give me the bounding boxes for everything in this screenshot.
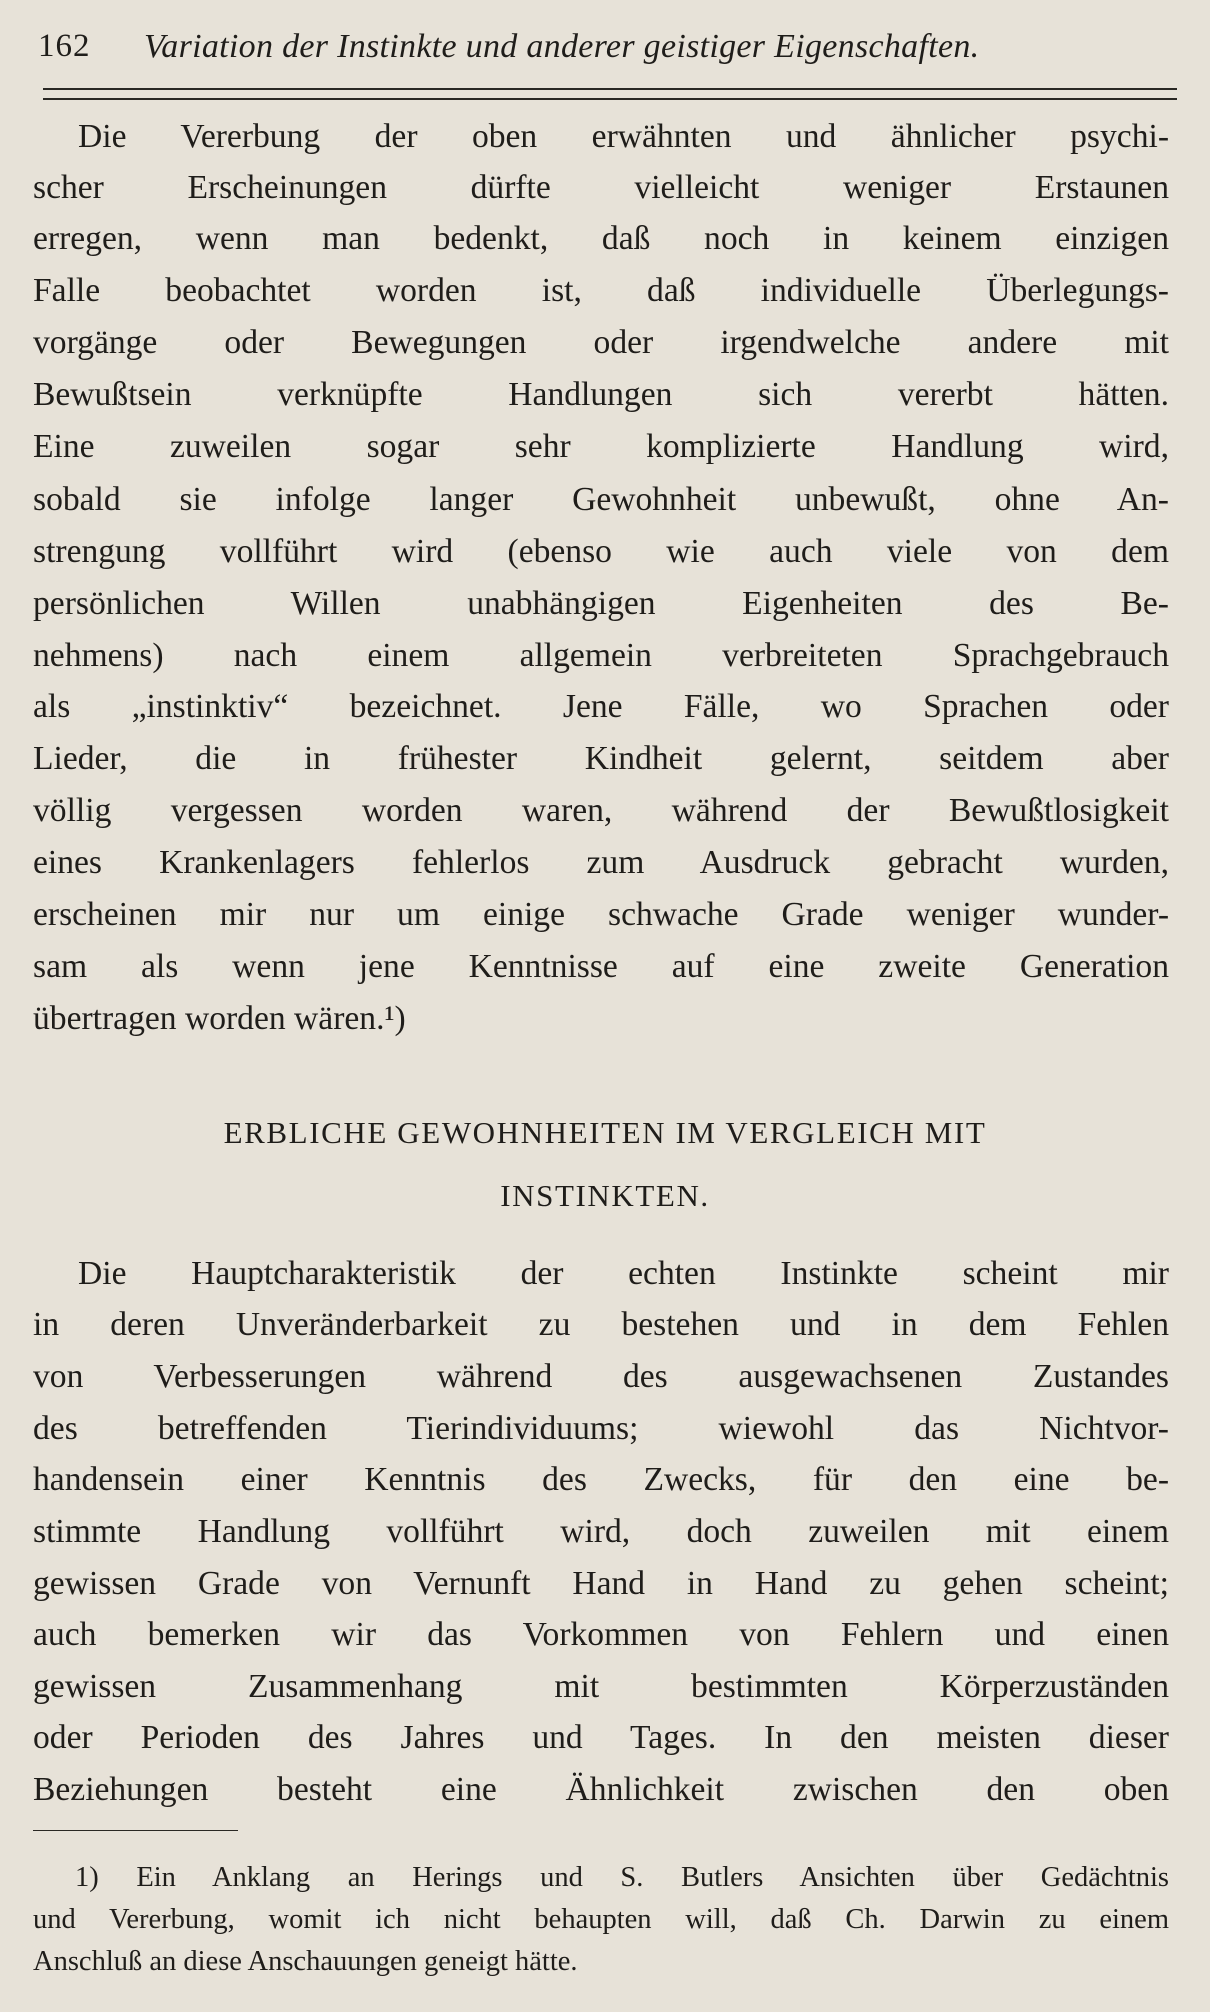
header-rule-lower: [43, 98, 1177, 100]
text-line: sam als wenn jene Kenntnisse auf eine zweite Generation: [33, 948, 1169, 985]
text-line: gewissen Grade von Vernunft Hand in Hand zu gehen scheint;: [33, 1565, 1169, 1602]
footnote-line: 1) Ein Anklang an Herings und S. Butlers Ansichten über Gedächtnis: [75, 1862, 1169, 1893]
text-line: scher Erscheinungen dürfte vielleicht weniger Erstaunen: [33, 169, 1169, 206]
text-line: von Verbesserungen während des ausgewachsenen Zustandes: [33, 1358, 1169, 1395]
text-line: Bewußtsein verknüpfte Handlungen sich vererbt hätten.: [33, 376, 1169, 413]
text-line: in deren Unveränderbarkeit zu bestehen und in dem Fehlen: [33, 1306, 1169, 1343]
text-line: Eine zuweilen sogar sehr komplizierte Handlung wird,: [33, 428, 1169, 465]
text-line: nehmens) nach einem allgemein verbreiteten Sprachgebrauch: [33, 637, 1169, 674]
text-line: oder Perioden des Jahres und Tages. In den meisten dieser: [33, 1719, 1169, 1756]
footnote-rule: [33, 1830, 238, 1831]
text-line: persönlichen Willen unabhängigen Eigenheiten des Be-: [33, 585, 1169, 622]
text-line: vorgänge oder Bewegungen oder irgendwelche andere mit: [33, 324, 1169, 361]
section-heading-line-2: INSTINKTEN.: [500, 1178, 710, 1213]
text-line: gewissen Zusammenhang mit bestimmten Körperzuständen: [33, 1668, 1169, 1705]
text-line: des betreffenden Tierindividuums; wiewohl das Nichtvor-: [33, 1410, 1169, 1447]
footnote-line: Anschluß an diese Anschauungen geneigt hätte.: [33, 1946, 578, 1977]
text-line: völlig vergessen worden waren, während der Bewußtlosigkeit: [33, 792, 1169, 829]
text-line: Beziehungen besteht eine Ähnlichkeit zwischen den oben: [33, 1771, 1169, 1808]
text-line: strengung vollführt wird (ebenso wie auch viele von dem: [33, 533, 1169, 570]
text-line: stimmte Handlung vollführt wird, doch zuweilen mit einem: [33, 1513, 1169, 1550]
text-line: erscheinen mir nur um einige schwache Grade weniger wunder-: [33, 896, 1169, 933]
text-line: Lieder, die in frühester Kindheit gelernt, seitdem aber: [33, 740, 1169, 777]
header-rule-upper: [43, 88, 1177, 90]
text-line: eines Krankenlagers fehlerlos zum Ausdruck gebracht wurden,: [33, 844, 1169, 881]
text-line: erregen, wenn man bedenkt, daß noch in keinem einzigen: [33, 220, 1169, 257]
footnote-line: und Vererbung, womit ich nicht behaupten will, daß Ch. Darwin zu einem: [33, 1904, 1169, 1935]
text-line: auch bemerken wir das Vorkommen von Fehlern und einen: [33, 1616, 1169, 1653]
section-heading-line-1: ERBLICHE GEWOHNHEITEN IM VERGLEICH MIT: [223, 1115, 987, 1150]
text-line: Falle beobachtet worden ist, daß individuelle Überlegungs-: [33, 272, 1169, 309]
page-header: [38, 28, 1178, 78]
text-line: sobald sie infolge langer Gewohnheit unbewußt, ohne An-: [33, 481, 1169, 518]
page-number: 162: [38, 28, 91, 64]
text-line: übertragen worden wären.¹): [33, 1000, 406, 1037]
text-line: handensein einer Kenntnis des Zwecks, für den eine be-: [33, 1461, 1169, 1498]
text-line: Die Hauptcharakteristik der echten Instinkte scheint mir: [78, 1255, 1169, 1292]
text-line: als „instinktiv“ bezeichnet. Jene Fälle, wo Sprachen oder: [33, 688, 1169, 725]
running-head: Variation der Instinkte und anderer geistiger Eigenschaften.: [144, 28, 980, 65]
text-line: Die Vererbung der oben erwähnten und ähnlicher psychi-: [78, 118, 1169, 155]
